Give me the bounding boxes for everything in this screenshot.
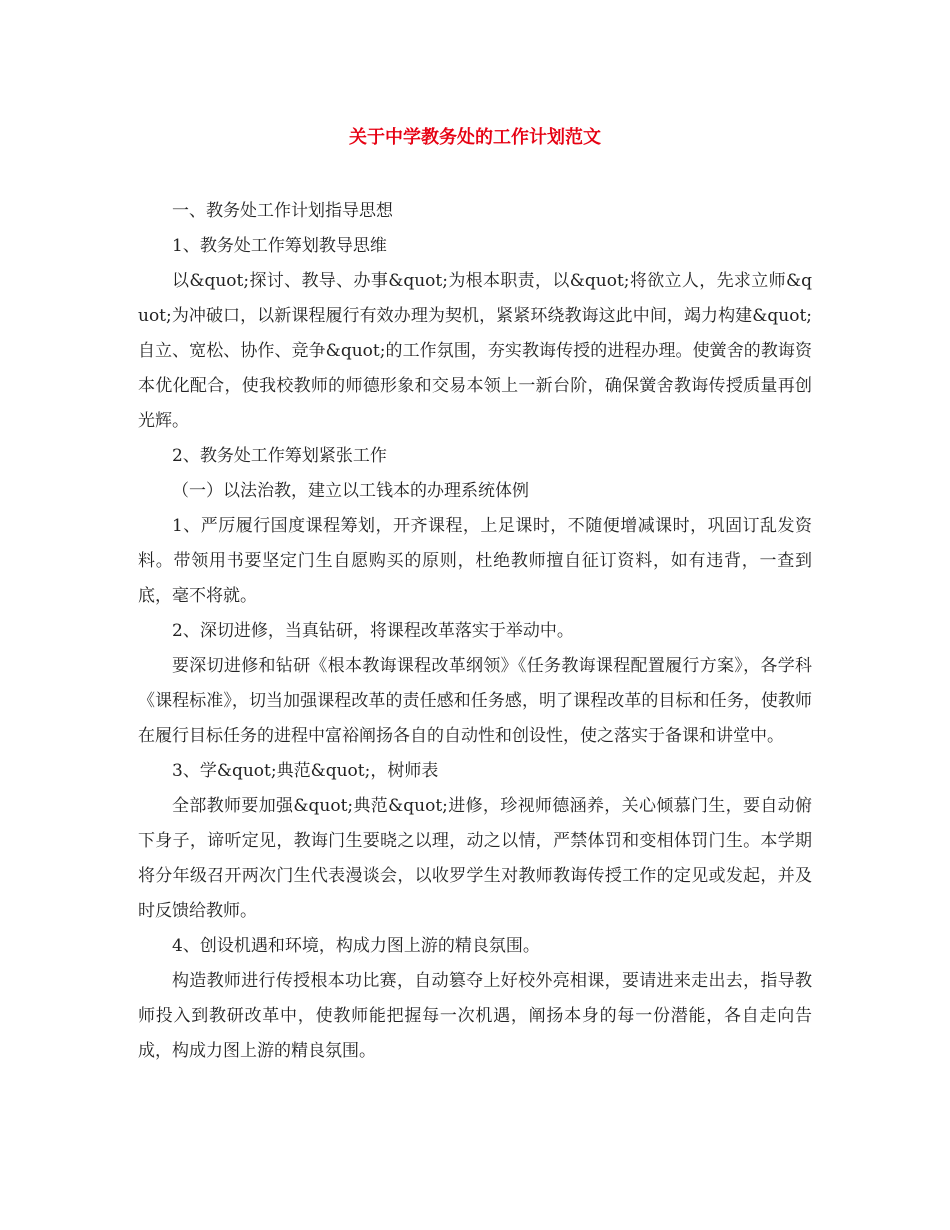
paragraph: 3、学&quot;典范&quot;，树师表 xyxy=(172,761,439,781)
paragraph: 4、创设机遇和环境，构成力图上游的精良氛围。 xyxy=(172,936,540,956)
paragraph: 构造教师进行传授根本功比赛，自动篡夺上好校外亮相课，要请进来走出去，指导教师投入到教研改革中，使教师能把握每一次机遇，阐扬本身的每一份潜能，各自走向告成，构成力图上游的精良氛围。 xyxy=(138,971,812,1061)
paragraph: 要深切进修和钻研《根本教诲课程改革纲领》《任务教诲课程配置履行方案》，各学科《课程标准》，切当加强课程改革的责任感和任务感，明了课程改革的目标和任务，使教师在履行目标任务的进程中富裕阐扬各自的自动性和创设性，使之落实于备课和讲堂中。 xyxy=(138,656,812,746)
paragraph: 以&quot;探讨、教导、办事&quot;为根本职责，以&quot;将欲立人，先求立师&quot;为冲破口，以新课程履行有效办理为契机，紧紧环绕教诲这此中间，竭力构建&quot;自立、宽松、协作、竞争&quot;的工作氛围，夯实教诲传授的进程办理。使黉舍的教诲资本优化配合，使我校教师的师德形象和交易本领上一新台阶，确保黉舍教诲传授质量再创光辉。 xyxy=(138,271,812,431)
paragraph: 全部教师要加强&quot;典范&quot;进修，珍视师德涵养，关心倾慕门生，要自动俯下身子，谛听定见，教诲门生要晓之以理，动之以情，严禁体罚和变相体罚门生。本学期将分年级召开两次门生代表漫谈会，以收罗学生对教师教诲传授工作的定见或发起，并及时反馈给教师。 xyxy=(138,796,812,921)
paragraph: （一）以法治教，建立以工钱本的办理系统体例 xyxy=(172,481,529,501)
paragraph: 1、严厉履行国度课程筹划，开齐课程，上足课时，不随便增减课时，巩固订乱发资料。带领用书要坚定门生自愿购买的原则，杜绝教师擅自征订资料，如有违背，一查到底，毫不将就。 xyxy=(138,516,812,606)
paragraph: 1、教务处工作筹划教导思维 xyxy=(172,236,387,256)
paragraph: 一、教务处工作计划指导思想 xyxy=(172,201,393,221)
document-title: 关于中学教务处的工作计划范文 xyxy=(349,127,601,148)
paragraph: 2、教务处工作筹划紧张工作 xyxy=(172,446,387,466)
document-body xyxy=(138,194,812,1069)
paragraph: 2、深切进修，当真钻研，将课程改革落实于举动中。 xyxy=(172,621,574,641)
